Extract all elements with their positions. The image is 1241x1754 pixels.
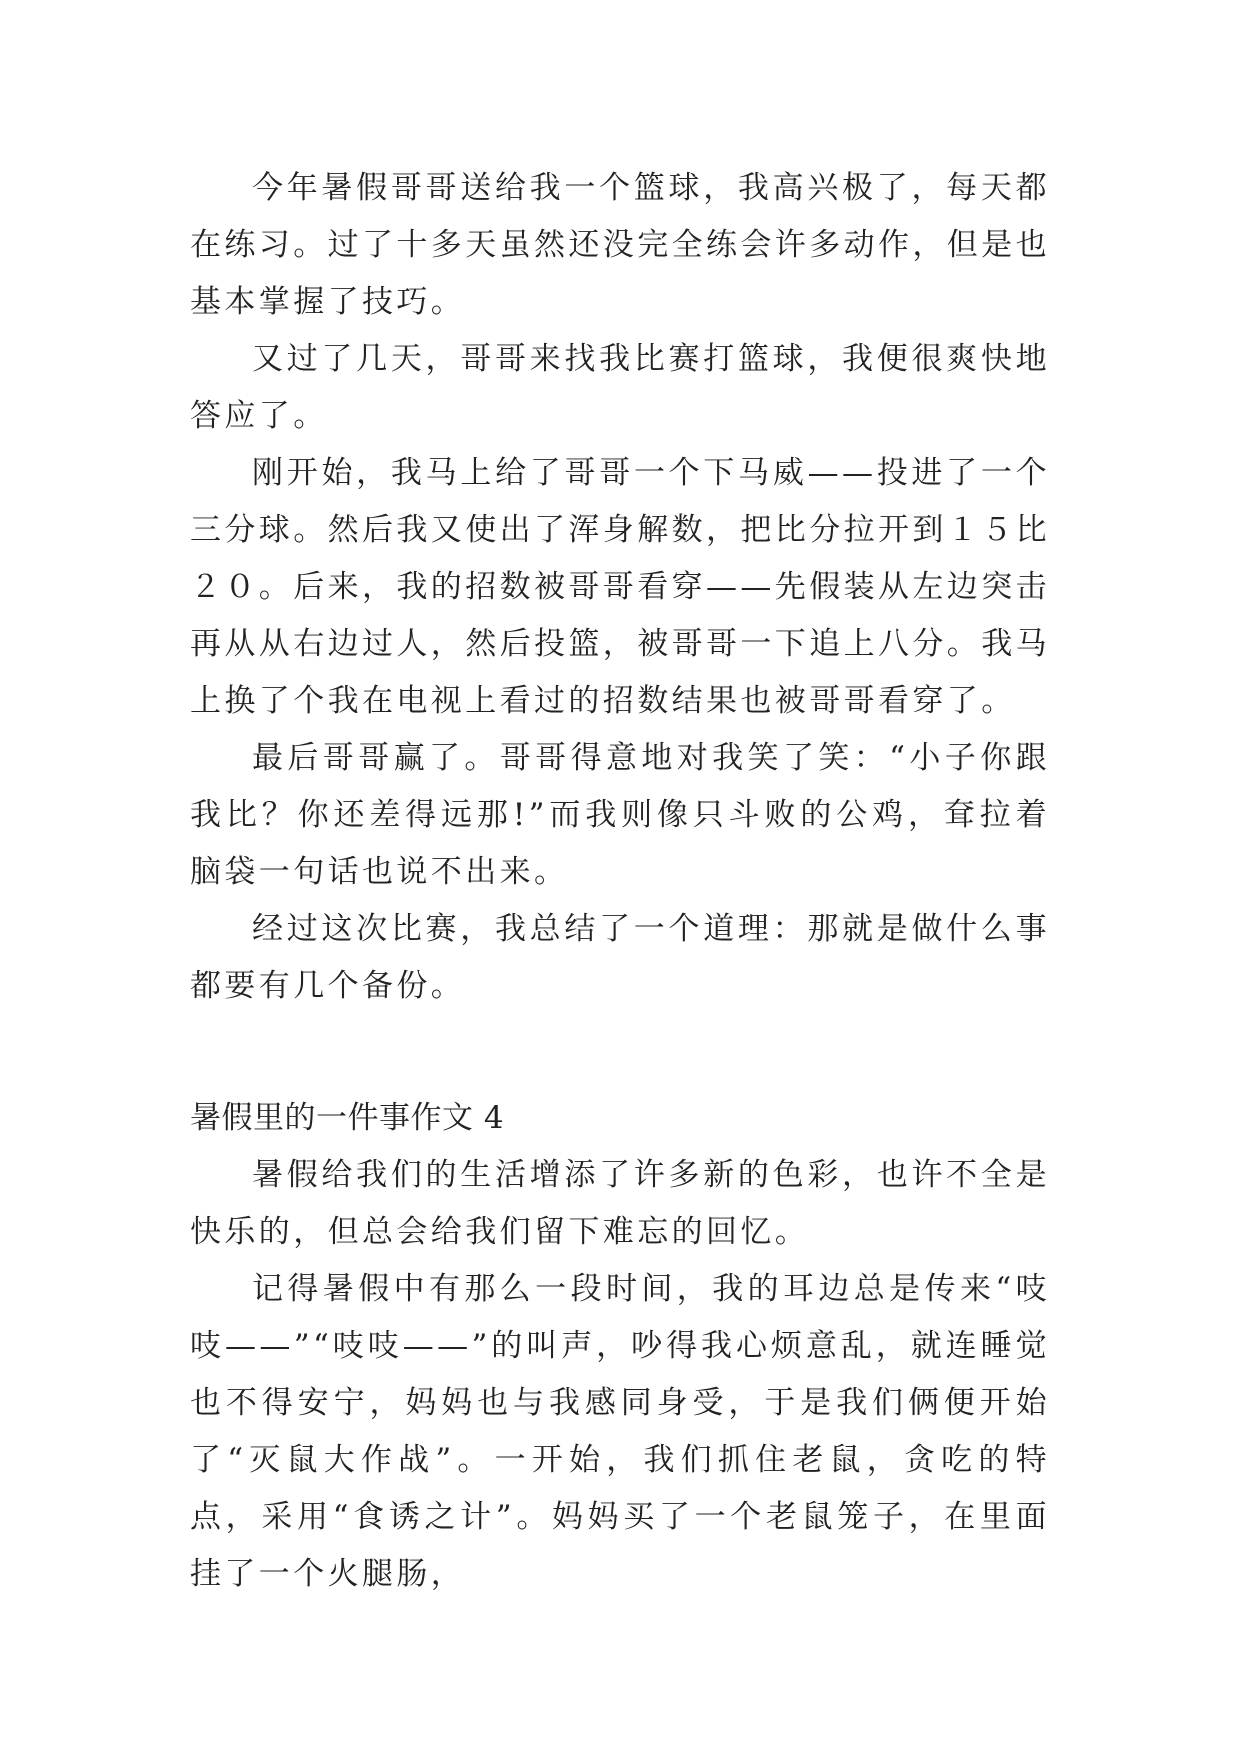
paragraph: 刚开始，我马上给了哥哥一个下马威——投进了一个三分球。然后我又使出了浑身解数，把比分拉开到１５比２０。后来，我的招数被哥哥看穿——先假装从左边突击再从从右边过人，然后投篮，被哥哥一下追上八分。我马上换了个我在电视上看过的招数结果也被哥哥看穿了。 [190, 455, 1050, 719]
paragraph: 经过这次比赛，我总结了一个道理：那就是做什么事都要有几个备份。 [190, 911, 1050, 1004]
paragraph: 又过了几天，哥哥来找我比赛打篮球，我便很爽快地答应了。 [190, 341, 1050, 434]
paragraph: 今年暑假哥哥送给我一个篮球，我高兴极了，每天都在练习。过了十多天虽然还没完全练会许多动作，但是也基本掌握了技巧。 [190, 170, 1050, 320]
section-title: 暑假里的一件事作文 4 [190, 1100, 505, 1136]
paragraph: 记得暑假中有那么一段时间，我的耳边总是传来“吱吱——”“吱吱——”的叫声，吵得我心烦意乱，就连睡觉也不得安宁，妈妈也与我感同身受，于是我们俩便开始了“灭鼠大作战”。一开始，我们抓住老鼠，贪吃的特点，采用“食诱之计”。妈妈买了一个老鼠笼子，在里面挂了一个火腿肠， [190, 1271, 1050, 1592]
document-body [190, 160, 1050, 1603]
paragraph: 最后哥哥赢了。哥哥得意地对我笑了笑：“小子你跟我比？你还差得远那!”而我则像只斗败的公鸡，耷拉着脑袋一句话也说不出来。 [190, 740, 1050, 890]
paragraph: 暑假给我们的生活增添了许多新的色彩，也许不全是快乐的，但总会给我们留下难忘的回忆。 [190, 1157, 1050, 1250]
